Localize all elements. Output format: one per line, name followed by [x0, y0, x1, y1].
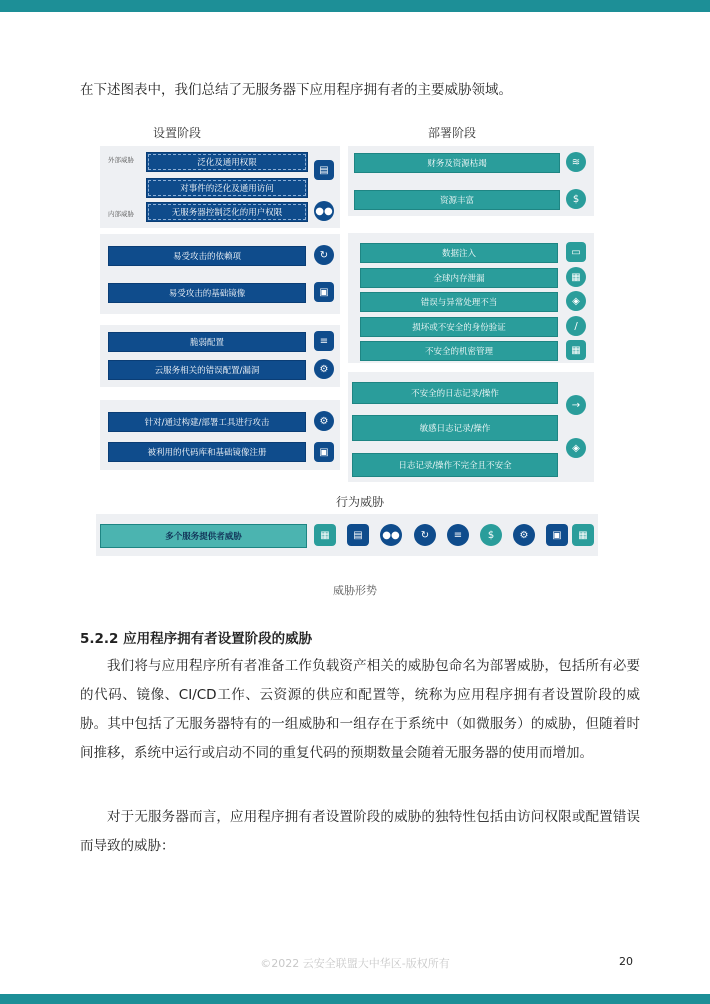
- paragraph: 我们将与应用程序所有者准备工作负载资产相关的威胁包命名为部署威胁，包括所有必要的代码、镜像、CI/CD工作、云资源的供应和配置等，统称为应用程序拥有者设置阶段的威胁。其中包括了无服务器特有的一组威胁和一组存在于系统中（如微服务）的威胁，但随着时间推移，系统中运行或启动不同的重复代码的预期数量会随着无服务器的使用而增加。: [80, 658, 640, 761]
- paragraph: 对于无服务器而言，应用程序拥有者设置阶段的威胁的独特性包括由访问权限或配置错误而导致的威胁：: [80, 809, 640, 854]
- window-icon: ▭: [566, 242, 586, 262]
- page-number: 20: [619, 955, 633, 968]
- setup-bar: 针对/通过构建/部署工具进行攻击: [108, 412, 306, 432]
- behavior-bar-label: 多个服务提供者威胁: [165, 532, 242, 542]
- behavior-bar: [100, 524, 307, 548]
- shield-icon: ◈: [566, 438, 586, 458]
- setup-bar: 无服务器控制泛化的用户权限: [146, 202, 308, 222]
- deploy-bar: 数据注入: [360, 243, 558, 263]
- gears-icon: ⚙: [314, 359, 334, 379]
- deploy-phase-title: 部署阶段: [428, 126, 477, 140]
- setup-panel-permissions: [100, 146, 340, 228]
- setup-phase-title: 设置阶段: [153, 126, 202, 140]
- arrows-icon: →: [566, 395, 586, 415]
- bottom-band: [0, 994, 710, 1004]
- settings-icon: ⚙: [314, 411, 334, 431]
- deploy-panel-logging: [348, 372, 594, 482]
- threat-landscape-figure: [98, 120, 598, 560]
- keypad-icon: ▦: [314, 524, 336, 546]
- deploy-bar: 敏感日志记录/操作: [352, 415, 558, 441]
- deploy-panel-data: [348, 233, 594, 363]
- deploy-bar: 资源丰富: [354, 190, 560, 210]
- users-icon: ●●: [380, 524, 402, 546]
- memory-icon: ▦: [572, 524, 594, 546]
- user-box-icon: ▤: [314, 160, 334, 180]
- cycle-icon: ↻: [414, 524, 436, 546]
- error-icon: ◈: [566, 291, 586, 311]
- deploy-bar: 财务及资源枯竭: [354, 153, 560, 173]
- footer-copyright: ©2022 云安全联盟大中华区-版权所有: [260, 957, 450, 970]
- deploy-bar: 错误与异常处理不当: [360, 292, 558, 312]
- deploy-bar: 全球内存泄漏: [360, 268, 558, 288]
- deploy-panel-resources: [348, 146, 594, 216]
- setup-bar: 易受攻击的基础镜像: [108, 283, 306, 303]
- brain-icon: ≋: [566, 152, 586, 172]
- pen-icon: /: [566, 316, 586, 336]
- behavior-threat-title: 行为威胁: [336, 495, 385, 509]
- image-icon: ▣: [314, 282, 334, 302]
- user-box-icon: ▤: [347, 524, 369, 546]
- figure-caption: 威胁形势: [333, 584, 377, 597]
- database-icon: ≡: [314, 331, 334, 351]
- memory-icon: ▦: [566, 267, 586, 287]
- deploy-bar: 日志记录/操作不完全且不安全: [352, 453, 558, 477]
- money-icon: $: [480, 524, 502, 546]
- setup-panel-dependencies: [100, 234, 340, 314]
- setup-bar: 泛化及通用权限: [146, 152, 308, 172]
- secret-icon: ▦: [566, 340, 586, 360]
- lock-icon: ▣: [314, 442, 334, 462]
- section-heading: 5.2.2 应用程序拥有者设置阶段的威胁: [80, 631, 313, 647]
- external-threat-label: 外部威胁: [108, 156, 134, 164]
- behavior-panel: [96, 514, 598, 556]
- setup-bar: 云服务相关的错误配置/漏洞: [108, 360, 306, 380]
- setup-panel-build: [100, 400, 340, 470]
- settings-icon: ⚙: [513, 524, 535, 546]
- deploy-bar: 不安全的日志记录/操作: [352, 382, 558, 404]
- setup-bar: 对事件的泛化及通用访问: [146, 178, 308, 198]
- database-icon: ≡: [447, 524, 469, 546]
- deploy-bar: 不安全的机密管理: [360, 341, 558, 361]
- setup-panel-config: [100, 325, 340, 387]
- deploy-bar: 损坏或不安全的身份验证: [360, 317, 558, 337]
- intro-text: 在下述图表中，我们总结了无服务器下应用程序拥有者的主要威胁领域。: [80, 82, 512, 98]
- setup-bar: 易受攻击的依赖项: [108, 246, 306, 266]
- setup-bar: 脆弱配置: [108, 332, 306, 352]
- top-band: [0, 0, 710, 12]
- lock-icon: ▣: [546, 524, 568, 546]
- cycle-icon: ↻: [314, 245, 334, 265]
- setup-bar: 被利用的代码库和基础镜像注册: [108, 442, 306, 462]
- money-icon: $: [566, 189, 586, 209]
- users-icon: ●●: [314, 201, 334, 221]
- internal-threat-label: 内部威胁: [108, 210, 134, 218]
